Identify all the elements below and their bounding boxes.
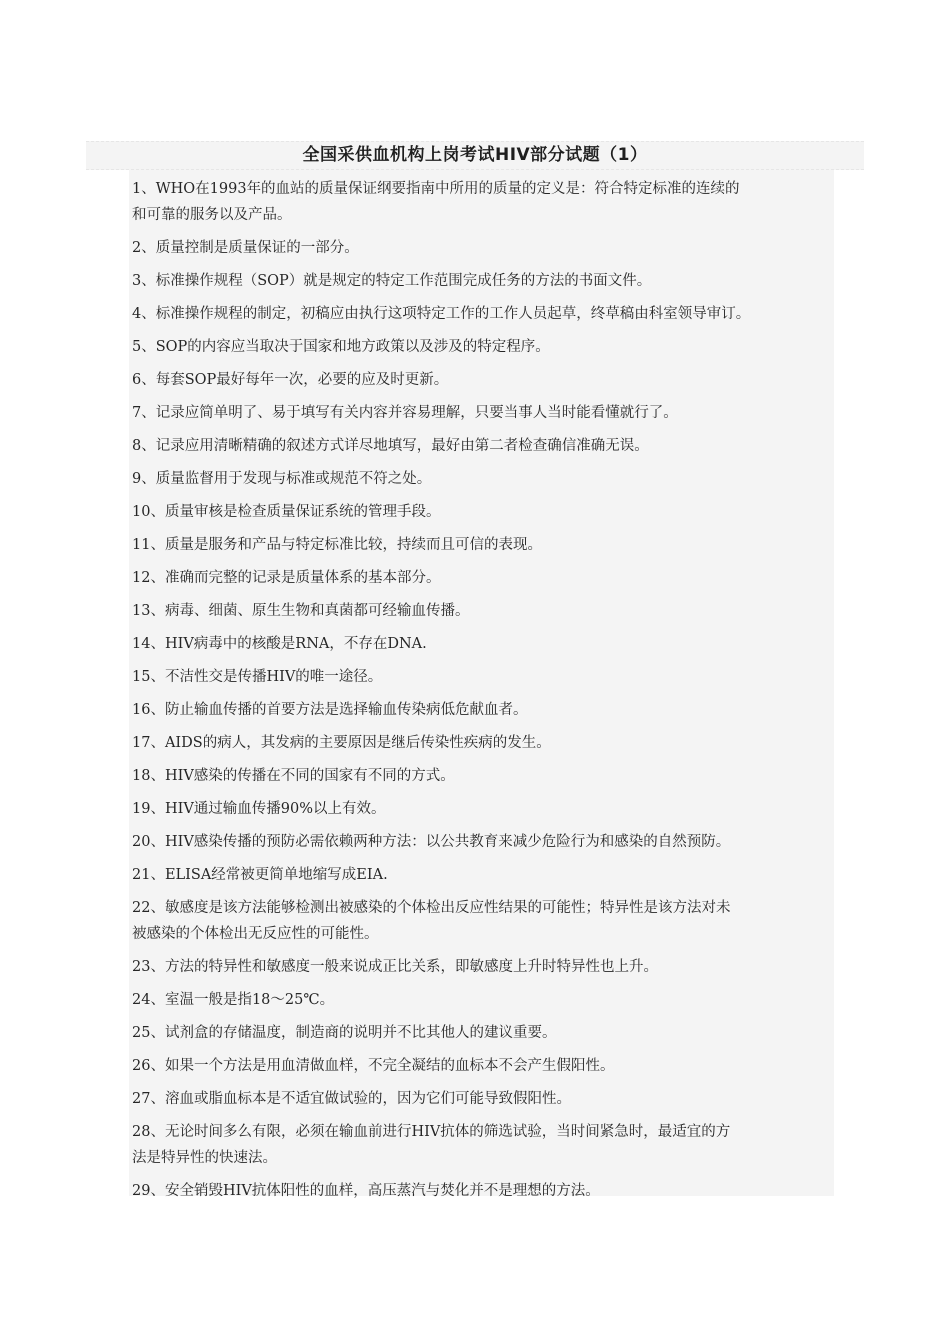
question-text-line: 10、质量审核是检查质量保证系统的管理手段。 <box>132 504 441 520</box>
question-item <box>132 664 837 690</box>
question-item <box>132 301 837 327</box>
question-text-line: 22、敏感度是该方法能够检测出被感染的个体检出反应性结果的可能性；特异性是该方法对未 <box>132 900 731 916</box>
question-item <box>132 730 837 756</box>
question-text-line: 18、HIV感染的传播在不同的国家有不同的方式。 <box>132 768 455 784</box>
question-list <box>129 170 834 1199</box>
question-item <box>132 1086 837 1112</box>
question-item <box>132 499 837 525</box>
title-band <box>86 141 864 170</box>
question-item <box>132 1053 837 1079</box>
question-text-line: 5、SOP的内容应当取决于国家和地方政策以及涉及的特定程序。 <box>132 339 550 355</box>
question-text-line: 28、无论时间多么有限，必须在输血前进行HIV抗体的筛选试验，当时间紧急时，最适宜的方 <box>132 1124 731 1140</box>
question-text-line: 17、AIDS的病人，其发病的主要原因是继后传染性疾病的发生。 <box>132 735 551 751</box>
question-item <box>132 433 837 459</box>
question-item <box>132 829 837 855</box>
question-text-line: 和可靠的服务以及产品。 <box>132 207 292 223</box>
question-text-line: 15、不洁性交是传播HIV的唯一途径。 <box>132 669 383 685</box>
question-item <box>132 1020 837 1046</box>
question-text-line: 9、质量监督用于发现与标准或规范不符之处。 <box>132 471 432 487</box>
question-item <box>132 598 837 624</box>
question-item <box>132 895 837 947</box>
question-item <box>132 268 837 294</box>
question-item <box>132 1119 837 1171</box>
question-item <box>132 367 837 393</box>
question-item <box>132 235 837 261</box>
question-item <box>132 697 837 723</box>
question-text-line: 6、每套SOP最好每年一次，必要的应及时更新。 <box>132 372 449 388</box>
question-text-line: 25、试剂盒的存储温度，制造商的说明并不比其他人的建议重要。 <box>132 1025 557 1041</box>
question-item <box>132 862 837 888</box>
question-text-line: 27、溶血或脂血标本是不适宜做试验的，因为它们可能导致假阳性。 <box>132 1091 571 1107</box>
question-item <box>132 532 837 558</box>
question-text-line: 26、如果一个方法是用血清做血样，不完全凝结的血标本不会产生假阳性。 <box>132 1058 615 1074</box>
question-item <box>132 176 837 228</box>
question-item <box>132 1178 837 1204</box>
question-item <box>132 466 837 492</box>
question-text-line: 1、WHO在1993年的血站的质量保证纲要指南中所用的质量的定义是：符合特定标准的连续的 <box>132 181 740 197</box>
question-item <box>132 565 837 591</box>
question-text-line: 14、HIV病毒中的核酸是RNA，不存在DNA. <box>132 636 427 652</box>
question-text-line: 4、标准操作规程的制定，初稿应由执行这项特定工作的工作人员起草，终草稿由科室领导审订。 <box>132 306 751 322</box>
question-text-line: 法是特异性的快速法。 <box>132 1150 277 1166</box>
question-text-line: 29、安全销毁HIV抗体阳性的血样，高压蒸汽与焚化并不是理想的方法。 <box>132 1183 600 1199</box>
question-text-line: 8、记录应用清晰精确的叙述方式详尽地填写，最好由第二者检查确信准确无误。 <box>132 438 649 454</box>
question-item <box>132 334 837 360</box>
question-item <box>132 954 837 980</box>
question-text-line: 3、标准操作规程（SOP）就是规定的特定工作范围完成任务的方法的书面文件。 <box>132 273 652 289</box>
question-text-line: 2、质量控制是质量保证的一部分。 <box>132 240 359 256</box>
page-title: 全国采供血机构上岗考试HIV部分试题（1） <box>302 145 648 165</box>
question-text-line: 7、记录应简单明了、易于填写有关内容并容易理解，只要当事人当时能看懂就行了。 <box>132 405 678 421</box>
question-text-line: 24、室温一般是指18～25℃。 <box>132 992 335 1008</box>
question-item <box>132 400 837 426</box>
question-item <box>132 796 837 822</box>
question-text-line: 12、准确而完整的记录是质量体系的基本部分。 <box>132 570 441 586</box>
question-text-line: 23、方法的特异性和敏感度一般来说成正比关系，即敏感度上升时特异性也上升。 <box>132 959 658 975</box>
question-item <box>132 763 837 789</box>
question-text-line: 被感染的个体检出无反应性的可能性。 <box>132 926 379 942</box>
question-item <box>132 987 837 1013</box>
question-item <box>132 631 837 657</box>
question-text-line: 20、HIV感染传播的预防必需依赖两种方法：以公共教育来减少危险行为和感染的自然预防。 <box>132 834 731 850</box>
question-text-line: 21、ELISA经常被更简单地缩写成EIA. <box>132 867 388 883</box>
question-text-line: 16、防止输血传播的首要方法是选择输血传染病低危献血者。 <box>132 702 528 718</box>
question-text-line: 19、HIV通过输血传播90%以上有效。 <box>132 801 386 817</box>
question-text-line: 13、病毒、细菌、原生生物和真菌都可经输血传播。 <box>132 603 470 619</box>
question-text-line: 11、质量是服务和产品与特定标准比较，持续而且可信的表现。 <box>132 537 542 553</box>
